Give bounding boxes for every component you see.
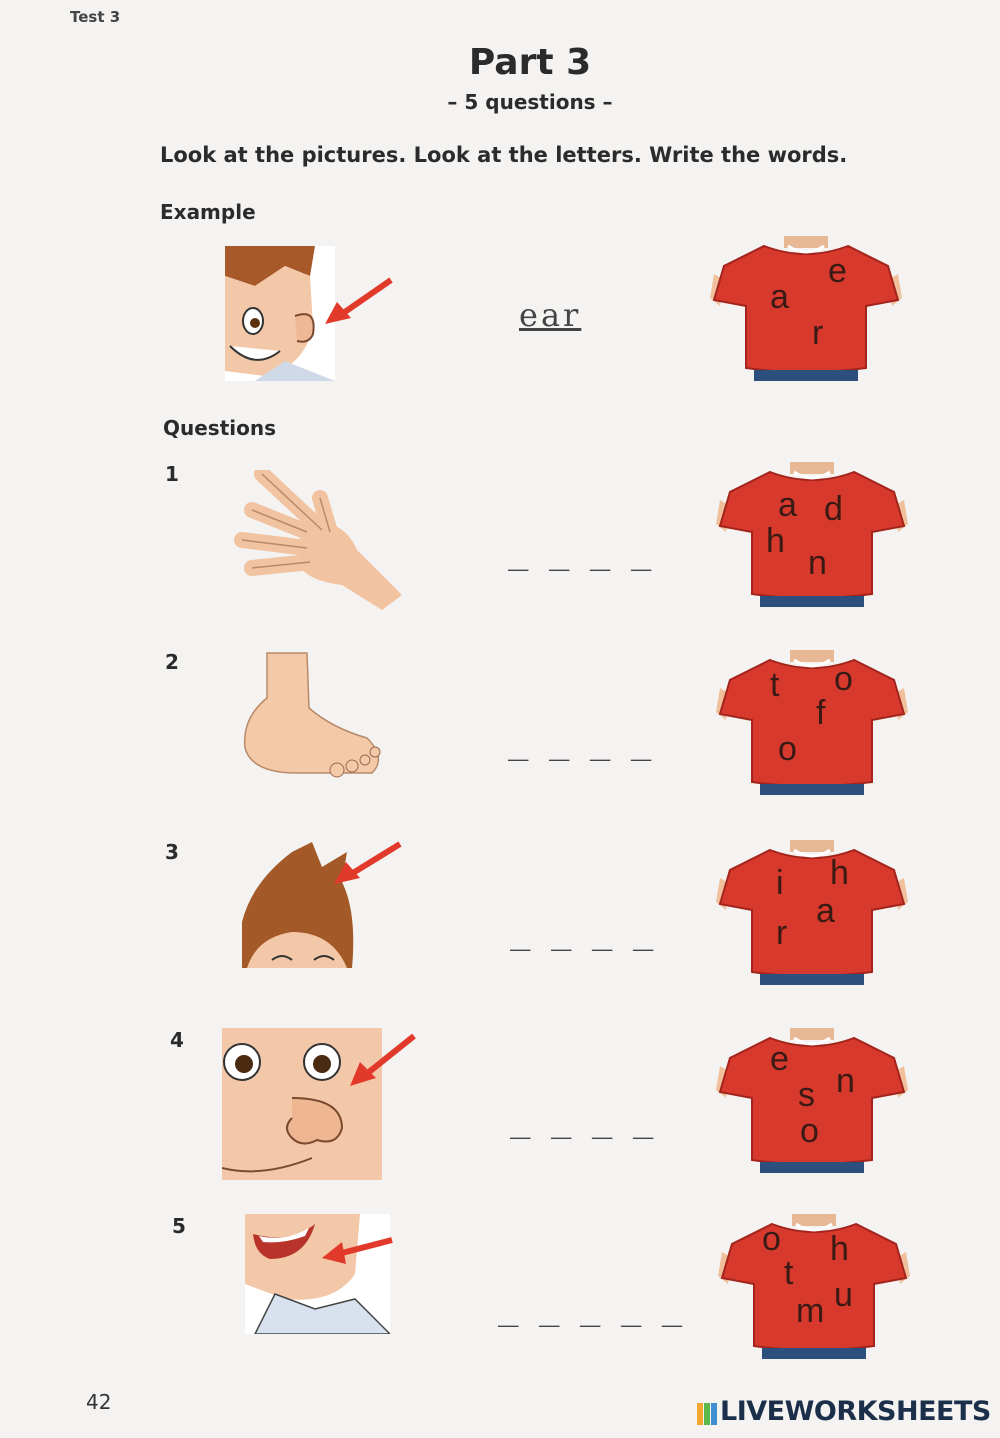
test-label: Test 3: [70, 8, 121, 26]
foot-picture: [237, 648, 387, 798]
shirt-letter: r: [776, 914, 788, 952]
shirt-letter: t: [770, 666, 780, 704]
instructions: Look at the pictures. Look at the letters. Write the words.: [160, 143, 848, 167]
answer-blank[interactable]: _ _ _ _: [508, 532, 652, 572]
arrow-icon: [323, 276, 395, 328]
shirt-letter: o: [778, 730, 797, 768]
question-number: 3: [165, 840, 179, 864]
shirt-letter: e: [770, 1040, 789, 1078]
questions-label: Questions: [163, 416, 277, 440]
arrow-icon: [348, 1032, 418, 1090]
shirt-letter: n: [836, 1062, 855, 1100]
shirt-letter: a: [816, 892, 835, 930]
shirt-letter: a: [778, 486, 797, 524]
shirt-letter: n: [808, 544, 827, 582]
shirt-example: [706, 236, 906, 401]
question-number: 4: [170, 1028, 184, 1052]
shirt-letter: o: [800, 1112, 819, 1150]
page-title: Part 3: [468, 42, 592, 83]
answer-blank[interactable]: _ _ _ _: [508, 722, 652, 762]
shirt-q3: [712, 840, 912, 1005]
boy-ear-picture: [225, 246, 335, 381]
question-number: 1: [165, 462, 179, 486]
shirt-letter: t: [784, 1254, 794, 1292]
liveworksheets-logo-icon: [697, 1403, 717, 1425]
shirt-letter: h: [830, 854, 849, 892]
shirt-letter: r: [812, 314, 824, 352]
shirt-letter: o: [834, 660, 853, 698]
shirt-letter: u: [834, 1276, 853, 1314]
shirt-letter: h: [766, 522, 785, 560]
shirt-letter: e: [828, 252, 847, 290]
shirt-letter: a: [770, 278, 789, 316]
shirt-q1: [712, 462, 912, 627]
shirt-q2: [712, 650, 912, 815]
arrow-icon: [332, 838, 404, 890]
shirt-q4: [712, 1028, 912, 1193]
page-number: 42: [86, 1390, 112, 1414]
question-number: 5: [172, 1214, 186, 1238]
example-label: Example: [160, 200, 256, 224]
shirt-letter: d: [824, 490, 843, 528]
answer-blank[interactable]: _ _ _ _ _: [498, 1288, 683, 1328]
shirt-letter: f: [816, 694, 826, 732]
page-subtitle: – 5 questions –: [447, 90, 613, 114]
shirt-letter: h: [830, 1230, 849, 1268]
hand-picture: [232, 470, 402, 610]
question-number: 2: [165, 650, 179, 674]
answer-blank[interactable]: _ _ _ _: [510, 912, 654, 952]
answer-blank[interactable]: _ _ _ _: [510, 1100, 654, 1140]
brand-name: LIVEWORKSHEETS: [720, 1396, 991, 1427]
arrow-icon: [322, 1232, 394, 1266]
shirt-letter: o: [762, 1220, 781, 1258]
shirt-letter: s: [798, 1076, 815, 1114]
shirt-q5: [714, 1214, 914, 1379]
shirt-letter: m: [796, 1292, 825, 1330]
example-answer: ear: [519, 296, 582, 334]
shirt-letter: i: [776, 864, 784, 902]
